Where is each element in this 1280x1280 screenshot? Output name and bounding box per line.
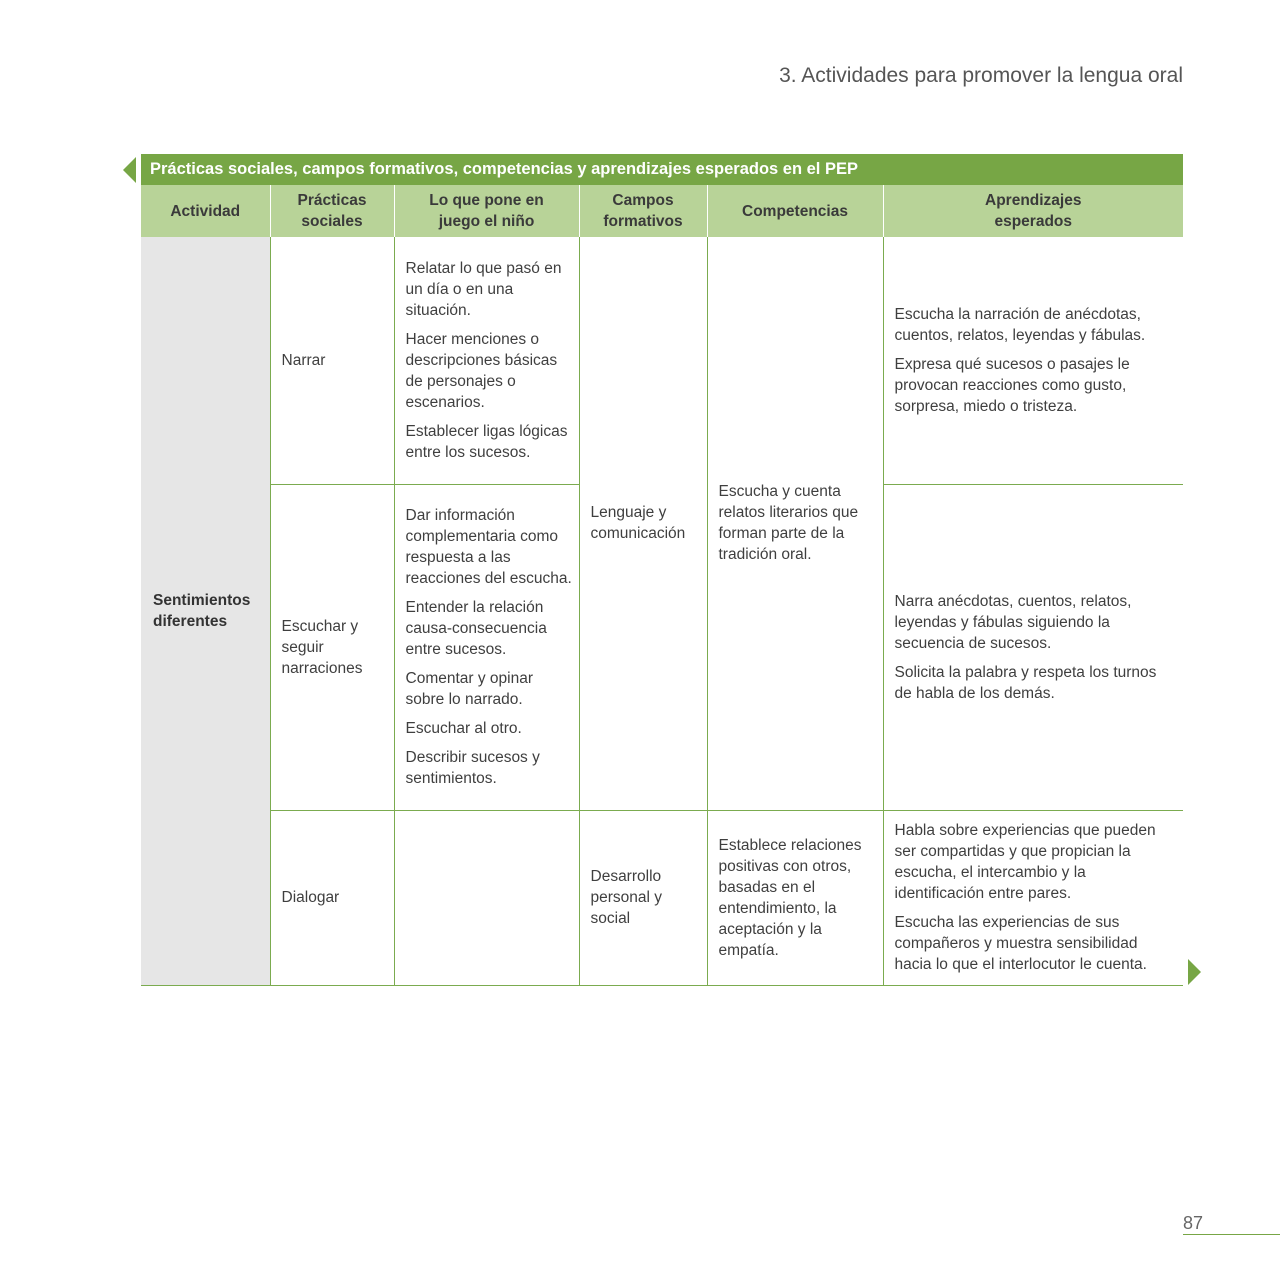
left-triangle-marker — [123, 157, 136, 183]
col-header-practicas-text: Prácticas sociales — [297, 192, 367, 230]
aprendizajes-cell — [883, 484, 1183, 810]
pone-cell — [394, 237, 579, 484]
aprendizaje-item: Narra anécdotas, cuentos, relatos, leyendas y fábulas siguiendo la secuencia de sucesos. — [894, 592, 1132, 652]
pone-item: Hacer menciones o descripciones básicas de personajes o escenarios. — [405, 330, 558, 411]
col-header-campos-text: Campos formativos — [603, 192, 683, 230]
pone-item: Dar información complementaria como respuesta a las reacciones del escucha. — [405, 507, 572, 587]
pone-item: Establecer ligas lógicas entre los sucesos. — [405, 422, 568, 461]
practica-cell: Dialogar — [270, 810, 394, 985]
col-header-actividad: Actividad — [141, 185, 270, 237]
campo-cell: Lenguaje y comunicación — [579, 237, 707, 810]
pone-item: Entender la relación causa-consecuencia entre sucesos. — [405, 599, 547, 658]
right-triangle-marker — [1188, 959, 1201, 985]
table-row — [141, 810, 1183, 985]
practica-text: Escuchar y seguir narraciones — [281, 617, 363, 677]
table-title: Prácticas sociales, campos formativos, competencias y aprendizajes esperados en el PEP — [141, 154, 1183, 185]
col-header-aprendizajes — [883, 185, 1183, 237]
col-header-pone-text: Lo que pone en juego el niño — [429, 192, 544, 230]
competencia-cell: Escucha y cuenta relatos literarios que forman parte de la tradición oral. — [707, 237, 883, 810]
pone-cell-empty — [394, 810, 579, 985]
aprendizajes-cell — [883, 237, 1183, 484]
aprendizaje-item: Solicita la palabra y respeta los turnos de habla de los demás. — [894, 663, 1157, 702]
pone-item: Relatar lo que pasó en un día o en una situación. — [405, 259, 562, 319]
page-number: 87 — [1183, 1213, 1204, 1233]
pone-cell — [394, 484, 579, 810]
pep-table — [141, 154, 1183, 986]
col-header-campos — [579, 185, 707, 237]
campo-cell — [579, 810, 707, 985]
col-header-competencias: Competencias — [707, 185, 883, 237]
pone-item: Describir sucesos y sentimientos. — [405, 749, 540, 787]
table-row — [141, 237, 1183, 484]
aprendizajes-cell — [883, 810, 1183, 985]
col-header-pone-en-juego — [394, 185, 579, 237]
campo-text: Desarrollo personal y social — [590, 868, 663, 927]
pone-item: Escuchar al otro. — [405, 720, 522, 737]
competencia-cell: Establece relaciones positivas con otros, basadas en el entendimiento, la aceptación y la empatía. — [707, 810, 883, 985]
activity-cell — [141, 237, 270, 985]
pone-item: Comentar y opinar sobre lo narrado. — [405, 670, 534, 708]
col-header-aprendizajes-text: Aprendizajes esperados — [985, 192, 1082, 230]
page-number-rule — [1183, 1234, 1280, 1235]
practica-cell — [270, 484, 394, 810]
table-header-row — [141, 185, 1183, 237]
aprendizaje-item: Habla sobre experiencias que pueden ser compartidas y que propician la escucha, el intercambio y la identificación entre pares. — [894, 822, 1156, 902]
practica-cell: Narrar — [270, 237, 394, 484]
aprendizaje-item: Escucha la narración de anécdotas, cuentos, relatos, leyendas y fábulas. — [894, 305, 1146, 344]
col-header-practicas — [270, 185, 394, 237]
running-header: 3. Actividades para promover la lengua oral — [779, 64, 1183, 87]
activity-name: Sentimientos diferentes — [153, 591, 251, 630]
aprendizaje-item: Expresa qué sucesos o pasajes le provocan reacciones como gusto, sorpresa, miedo o tristeza. — [894, 355, 1130, 415]
aprendizaje-item: Escucha las experiencias de sus compañeros y muestra sensibilidad hacia lo que el interlocutor le cuenta. — [894, 914, 1147, 973]
